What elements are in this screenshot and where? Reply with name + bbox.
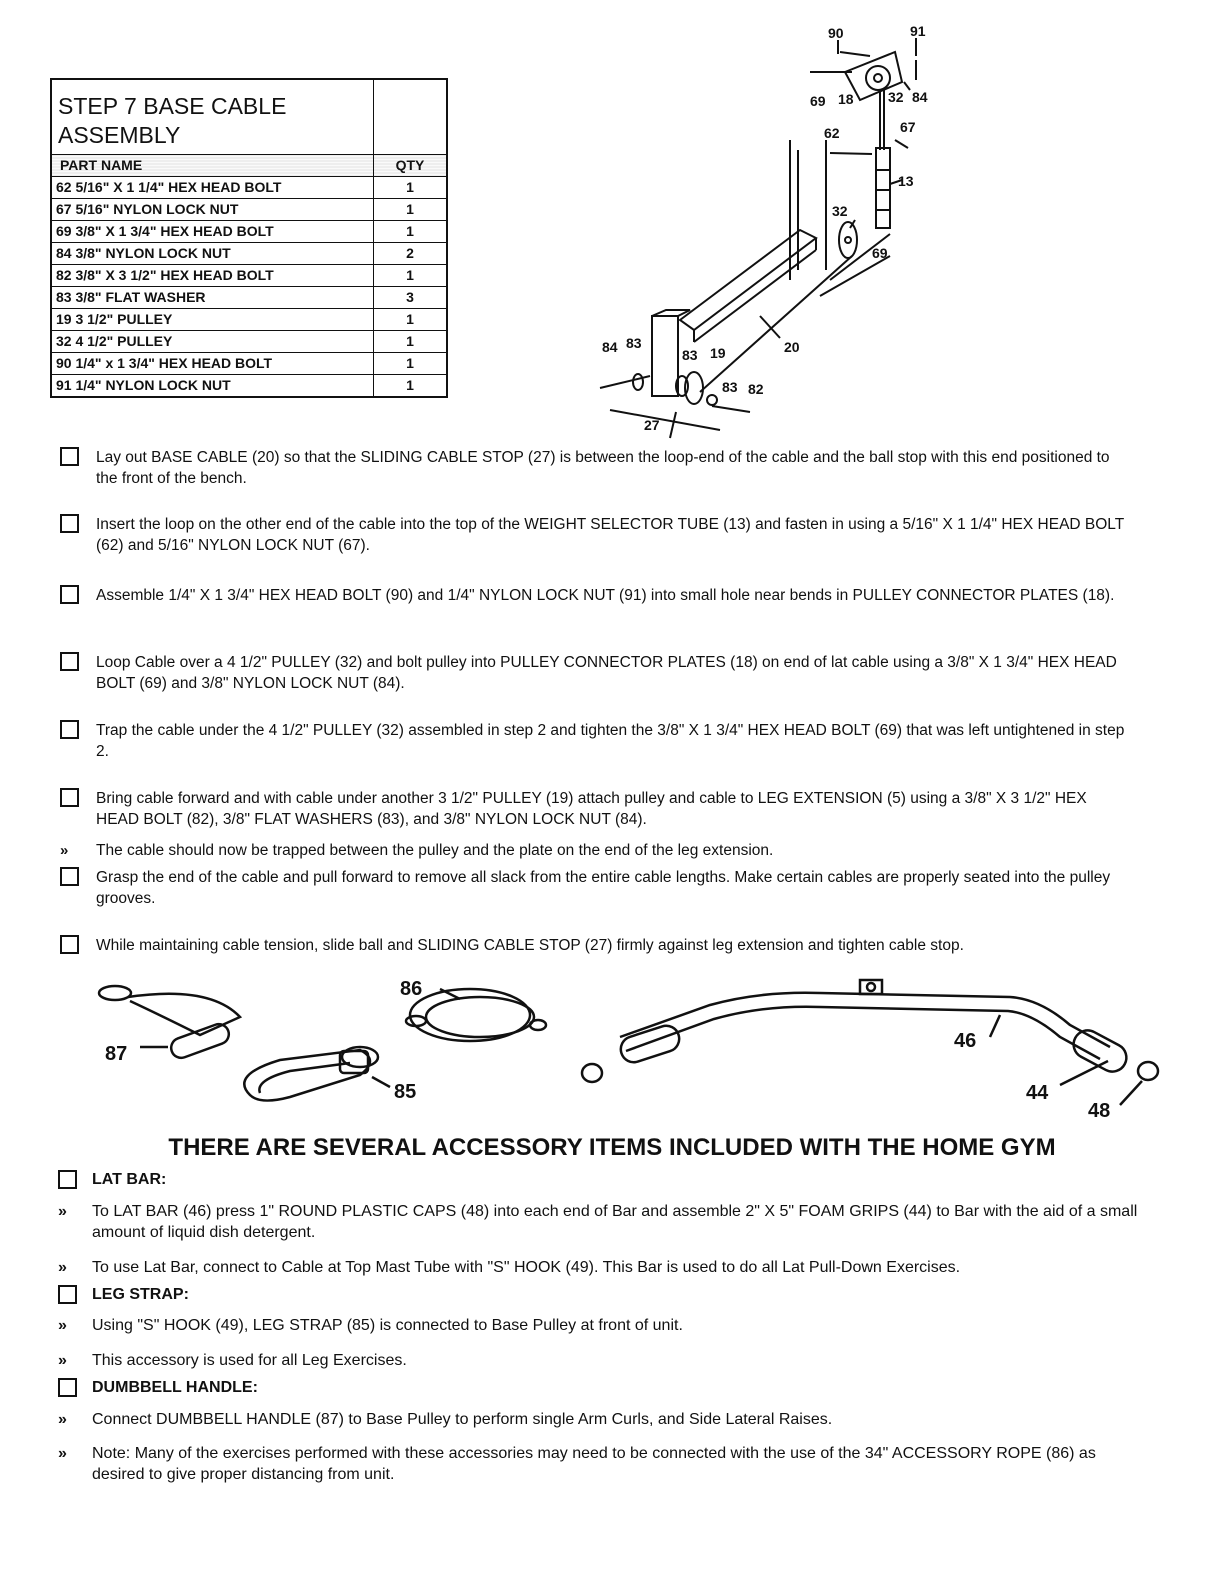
part-name: 91 1/4" NYLON LOCK NUT [51, 375, 374, 398]
checkbox[interactable] [60, 447, 79, 466]
part-qty: 1 [374, 331, 448, 353]
step-text: While maintaining cable tension, slide ball and SLIDING CABLE STOP (27) firmly against leg extension and tighten cable stop. [96, 937, 964, 954]
checkbox[interactable] [60, 935, 79, 954]
step-2 [60, 514, 1130, 556]
checkbox[interactable] [58, 1378, 77, 1397]
label-69-lower: 69 [872, 245, 888, 261]
bullet-mark: » [58, 1317, 67, 1334]
bullet-text: Connect DUMBBELL HANDLE (87) to Base Pulley to perform single Arm Curls, and Side Lateral Raises. [92, 1411, 833, 1428]
checkbox[interactable] [60, 788, 79, 807]
label-87: 87 [105, 1043, 128, 1065]
part-qty: 3 [374, 287, 448, 309]
dumbbell-label: DUMBBELL HANDLE: [92, 1379, 258, 1396]
dumbbell-bullet-2 [58, 1443, 1138, 1485]
lat-bar-bullet-1 [58, 1201, 1138, 1243]
label-83: 83 [626, 335, 642, 351]
table-row [51, 375, 447, 398]
parts-table [50, 78, 448, 398]
step-text: Lay out BASE CABLE (20) so that the SLIDING CABLE STOP (27) is between the loop-end of the cable and the ball stop with this end positioned to the front of the bench. [96, 449, 1110, 487]
checkbox[interactable] [60, 867, 79, 886]
col-qty-header: QTY [374, 155, 448, 177]
part-qty: 1 [374, 309, 448, 331]
step-1 [60, 447, 1130, 489]
col-part-header: PART NAME [51, 155, 374, 177]
accessories-illustration [60, 965, 1160, 1125]
part-name: 83 3/8" FLAT WASHER [51, 287, 374, 309]
bullet-mark: » [58, 1203, 67, 1220]
checkbox[interactable] [60, 585, 79, 604]
label-32: 32 [888, 89, 904, 105]
part-name: 32 4 1/2" PULLEY [51, 331, 374, 353]
part-qty: 1 [374, 221, 448, 243]
part-name: 82 3/8" X 3 1/2" HEX HEAD BOLT [51, 265, 374, 287]
step-6 [60, 788, 1130, 830]
table-row [51, 265, 447, 287]
part-name: 62 5/16" X 1 1/4" HEX HEAD BOLT [51, 177, 374, 199]
note-bullet [60, 840, 1130, 861]
leg-strap-heading [58, 1284, 1138, 1305]
bullet-mark: » [58, 1445, 67, 1462]
label-48: 48 [1088, 1100, 1111, 1122]
step-text: Trap the cable under the 4 1/2" PULLEY (32) assembled in step 2 and tighten the 3/8" X 1 3/4" HEX HEAD BOLT (69) that was left untightened in step 2. [96, 722, 1125, 760]
bullet-text: To LAT BAR (46) press 1" ROUND PLASTIC CAPS (48) into each end of Bar and assemble 2" X 5" FOAM GRIPS (44) to Bar with the aid of a small amount of liquid dish detergent. [92, 1203, 1138, 1241]
bullet-mark: » [58, 1259, 67, 1276]
table-row [51, 243, 447, 265]
table-row [51, 353, 447, 375]
leg-strap-bullet-1 [58, 1315, 1138, 1336]
label-91: 91 [910, 23, 926, 39]
table-title: STEP 7 BASE CABLE ASSEMBLY [51, 79, 374, 155]
label-20: 20 [784, 339, 800, 355]
label-13: 13 [898, 173, 914, 189]
step-3 [60, 585, 1130, 606]
part-name: 69 3/8" X 1 3/4" HEX HEAD BOLT [51, 221, 374, 243]
bullet-text: This accessory is used for all Leg Exercises. [92, 1352, 407, 1369]
label-62: 62 [824, 125, 840, 141]
table-row [51, 309, 447, 331]
label-18: 18 [838, 91, 854, 107]
lat-bar-bullet-2 [58, 1257, 1138, 1278]
step-text: Grasp the end of the cable and pull forward to remove all slack from the entire cable lengths. Make certain cables are properly seated into the pulley grooves. [96, 869, 1111, 907]
leg-strap-bullet-2 [58, 1350, 1138, 1371]
step-8 [60, 935, 1130, 956]
checkbox[interactable] [60, 720, 79, 739]
label-84: 84 [912, 89, 928, 105]
dumbbell-heading [58, 1377, 1138, 1398]
label-82: 82 [748, 381, 764, 397]
part-name: 19 3 1/2" PULLEY [51, 309, 374, 331]
label-69: 69 [810, 93, 826, 109]
checkbox[interactable] [58, 1285, 77, 1304]
bullet-text: Note: Many of the exercises performed with these accessories may need to be connected with the use of the 34" ACCESSORY ROPE (86) as desired to give proper distancing from unit. [92, 1445, 1096, 1483]
part-qty: 1 [374, 353, 448, 375]
table-row [51, 199, 447, 221]
label-83-mid: 83 [682, 347, 698, 363]
label-32-lower: 32 [832, 203, 848, 219]
step-text: Insert the loop on the other end of the cable into the top of the WEIGHT SELECTOR TUBE (13) and fasten in using a 5/16" X 1 1/4" HEX HEAD BOLT (62) and 5/16" NYLON LOCK NUT (67). [96, 516, 1124, 554]
label-46: 46 [954, 1030, 977, 1052]
label-44: 44 [1026, 1082, 1049, 1104]
lat-bar-label: LAT BAR: [92, 1171, 167, 1188]
part-qty: 1 [374, 375, 448, 398]
checkbox[interactable] [60, 514, 79, 533]
part-qty: 1 [374, 265, 448, 287]
note-text: The cable should now be trapped between the pulley and the plate on the end of the leg extension. [96, 842, 774, 859]
step-7 [60, 867, 1130, 909]
table-row [51, 221, 447, 243]
label-83-right: 83 [722, 379, 738, 395]
label-84-lower: 84 [602, 339, 618, 355]
table-row [51, 331, 447, 353]
bullet-mark: » [60, 842, 69, 859]
step-text: Loop Cable over a 4 1/2" PULLEY (32) and bolt pulley into PULLEY CONNECTOR PLATES (18) on end of lat cable using a 3/8" X 1 3/4" HEX HEAD BOLT (69) and 3/8" NYLON LOCK NUT (84). [96, 654, 1117, 692]
accessories-heading: THERE ARE SEVERAL ACCESSORY ITEMS INCLUDED WITH THE HOME GYM [168, 1134, 1056, 1161]
label-67: 67 [900, 119, 916, 135]
bullet-text: Using "S" HOOK (49), LEG STRAP (85) is connected to Base Pulley at front of unit. [92, 1317, 683, 1334]
table-row [51, 287, 447, 309]
part-qty: 1 [374, 177, 448, 199]
step-4 [60, 652, 1130, 694]
label-90: 90 [828, 25, 844, 41]
part-name: 67 5/16" NYLON LOCK NUT [51, 199, 374, 221]
base-cable-assembly-diagram [590, 20, 950, 440]
bullet-text: To use Lat Bar, connect to Cable at Top Mast Tube with "S" HOOK (49). This Bar is used to do all Lat Pull-Down Exercises. [92, 1259, 961, 1276]
part-qty: 1 [374, 199, 448, 221]
checkbox[interactable] [58, 1170, 77, 1189]
step-text: Assemble 1/4" X 1 3/4" HEX HEAD BOLT (90) and 1/4" NYLON LOCK NUT (91) into small hole near bends in PULLEY CONNECTOR PLATES (18). [96, 587, 1115, 604]
label-85: 85 [394, 1081, 417, 1103]
table-row [51, 177, 447, 199]
bullet-mark: » [58, 1352, 67, 1369]
checkbox[interactable] [60, 652, 79, 671]
label-27: 27 [644, 417, 660, 433]
part-qty: 2 [374, 243, 448, 265]
step-5 [60, 720, 1130, 762]
bullet-mark: » [58, 1411, 67, 1428]
title-spacer [374, 79, 448, 155]
label-19: 19 [710, 345, 726, 361]
label-86: 86 [400, 978, 423, 1000]
lat-bar-heading [58, 1169, 1138, 1190]
part-name: 90 1/4" x 1 3/4" HEX HEAD BOLT [51, 353, 374, 375]
leg-strap-label: LEG STRAP: [92, 1286, 189, 1303]
step-text: Bring cable forward and with cable under another 3 1/2" PULLEY (19) attach pulley and cable to LEG EXTENSION (5) using a 3/8" X 3 1/2" HEX HEAD BOLT (82), 3/8" FLAT WASHERS (83), and 3/8" NYLON LOCK NUT (84). [96, 790, 1087, 828]
part-name: 84 3/8" NYLON LOCK NUT [51, 243, 374, 265]
dumbbell-bullet-1 [58, 1409, 1138, 1430]
